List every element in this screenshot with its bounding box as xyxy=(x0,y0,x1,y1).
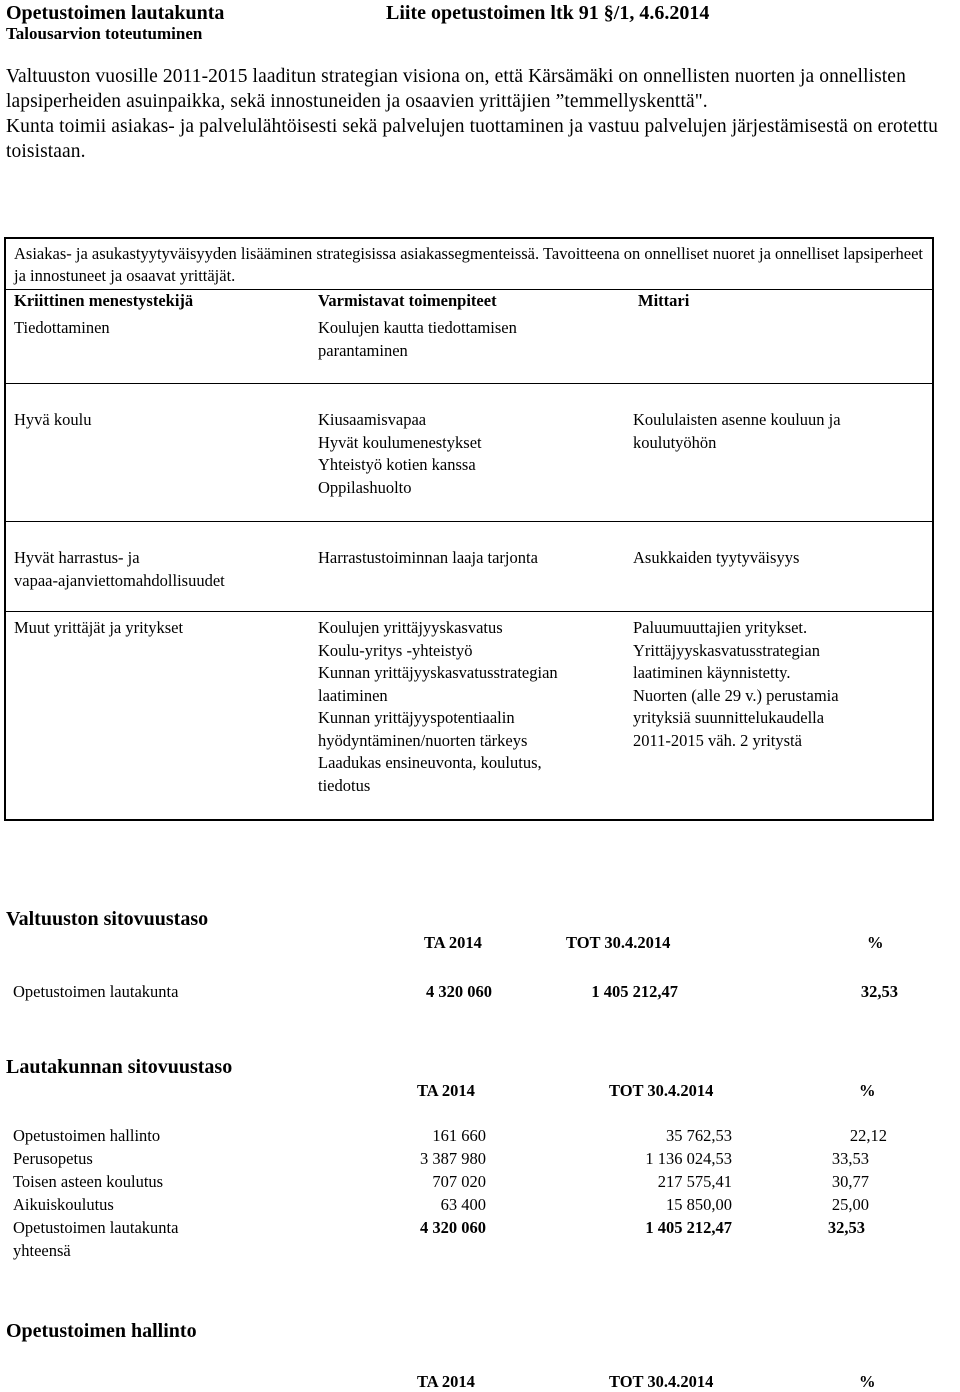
attachment-reference: Liite opetustoimen ltk 91 §/1, 4.6.2014 xyxy=(386,2,710,24)
column-header-tot: TOT 30.4.2014 xyxy=(609,1372,714,1391)
table-cell-tot: 35 762,53 xyxy=(666,1126,732,1145)
action-line: Koulujen kautta tiedottamisen xyxy=(318,318,517,337)
metric-line: koulutyöhön xyxy=(633,432,717,452)
action-line: Harrastustoiminnan laaja tarjonta xyxy=(318,548,538,567)
metric-line: Koululaisten asenne kouluun ja xyxy=(633,410,841,429)
row-harrastus-actions xyxy=(318,547,618,570)
table-cell-ta: 707 020 xyxy=(432,1172,486,1191)
metric-line: 2011-2015 väh. 2 yritystä xyxy=(633,730,802,750)
action-line: Yhteistyö kotien kanssa xyxy=(318,455,476,474)
intro-paragraph-vision: Valtuuston vuosille 2011-2015 laaditun strategian visiona on, että Kärsämäki on onnellisten nuorten ja onnellisten lapsiperheiden asuinpaikka, sekä innostuneiden ja osaavien yrittäjien ”temmellyskenttä". xyxy=(6,66,906,112)
row-tiedottaminen-actions xyxy=(318,317,618,362)
metric-line: laatiminen käynnistetty. xyxy=(633,663,791,682)
column-header-metric: Mittari xyxy=(638,291,690,310)
action-line: Hyvät koulumenestykset xyxy=(318,432,482,452)
table-row-name: Aikuiskoulutus xyxy=(13,1195,114,1214)
column-header-factor: Kriittinen menestystekijä xyxy=(14,291,194,310)
table-cell-total-tot: 1 405 212,47 xyxy=(645,1218,732,1237)
column-header-ta: TA 2014 xyxy=(417,1081,475,1100)
table-row-total-name: Opetustoimen lautakunta xyxy=(13,1218,179,1237)
action-line: laatiminen xyxy=(318,685,388,705)
row-hyva-koulu-actions xyxy=(318,409,618,499)
table-cell-pct: 33,53 xyxy=(831,1149,869,1168)
table-cell-total-pct: 32,53 xyxy=(827,1218,865,1237)
action-line: Oppilashuolto xyxy=(318,477,412,497)
table-cell-tot: 15 850,00 xyxy=(666,1195,732,1214)
metric-line: Asukkaiden tyytyväisyys xyxy=(633,548,800,567)
table-cell-ta: 3 387 980 xyxy=(420,1149,486,1168)
table-row-name: Opetustoimen lautakunta xyxy=(13,982,179,1001)
factor-line: vapaa-ajanviettomahdollisuudet xyxy=(14,570,225,590)
table-cell-tot: 1 136 024,53 xyxy=(645,1149,732,1168)
column-header-tot: TOT 30.4.2014 xyxy=(609,1081,714,1100)
strategy-goal: Asiakas- ja asukastyytyväisyyden lisääminen strategisissa asiakassegmenteissä. Tavoitteena on onnelliset nuoret ja onnelliset lapsiperheet ja innostuneet ja osaavat yrittäjät. xyxy=(14,244,924,285)
section-title-valtuusto: Valtuuston sitovuustaso xyxy=(6,908,209,930)
row-harrastus-factor xyxy=(14,547,225,592)
action-line: hyödyntäminen/nuorten tärkeys xyxy=(318,730,528,750)
table-row-total-name: yhteensä xyxy=(13,1241,71,1260)
divider xyxy=(6,611,932,612)
table-cell-pct: 25,00 xyxy=(831,1195,869,1214)
section-title-lautakunta: Lautakunnan sitovuustaso xyxy=(6,1056,233,1078)
page-title: Opetustoimen lautakunta xyxy=(6,2,225,24)
divider xyxy=(6,521,932,522)
column-header-pct: % xyxy=(867,933,884,952)
action-line: Kunnan yrittäjyyskasvatusstrategian xyxy=(318,663,558,682)
intro-text xyxy=(6,64,956,164)
row-tiedottaminen-factor: Tiedottaminen xyxy=(14,318,110,337)
metric-line: Yrittäjyyskasvatusstrategian xyxy=(633,640,820,660)
table-cell-ta: 4 320 060 xyxy=(426,982,492,1001)
row-yrittajat-factor: Muut yrittäjät ja yritykset xyxy=(14,618,184,637)
table-cell-ta: 161 660 xyxy=(432,1126,486,1145)
table-cell-pct: 32,53 xyxy=(860,982,898,1001)
column-header-pct: % xyxy=(859,1081,876,1100)
metric-line: Paluumuuttajien yritykset. xyxy=(633,618,808,637)
column-header-tot: TOT 30.4.2014 xyxy=(566,933,671,952)
column-header-pct: % xyxy=(859,1372,876,1391)
row-yrittajat-metric xyxy=(633,617,923,752)
divider xyxy=(6,383,932,384)
action-line: Koulujen yrittäjyyskasvatus xyxy=(318,618,503,637)
action-line: parantaminen xyxy=(318,340,408,360)
action-line: Kunnan yrittäjyyspotentiaalin xyxy=(318,708,515,727)
row-yrittajat-actions xyxy=(318,617,618,797)
table-cell-total-ta: 4 320 060 xyxy=(420,1218,486,1237)
table-cell-pct: 30,77 xyxy=(831,1172,869,1191)
metric-line: Nuorten (alle 29 v.) perustamia xyxy=(633,685,839,705)
column-header-actions: Varmistavat toimenpiteet xyxy=(318,291,497,310)
divider xyxy=(6,289,932,290)
action-line: tiedotus xyxy=(318,775,371,795)
factor-line: Hyvät harrastus- ja xyxy=(14,548,140,567)
action-line: Koulu-yritys -yhteistyö xyxy=(318,640,473,660)
row-harrastus-metric xyxy=(633,547,923,570)
table-row-name: Perusopetus xyxy=(13,1149,93,1168)
intro-paragraph-service: Kunta toimii asiakas- ja palvelulähtöisesti sekä palvelujen tuottaminen ja vastuu palvelujen järjestämisestä on erotettu toisistaan. xyxy=(6,116,939,162)
table-cell-pct: 22,12 xyxy=(849,1126,887,1145)
row-hyva-koulu-factor: Hyvä koulu xyxy=(14,410,92,429)
section-title-hallinto: Opetustoimen hallinto xyxy=(6,1320,197,1342)
metric-line: yrityksiä suunnittelukaudella xyxy=(633,708,825,727)
row-hyva-koulu-metric xyxy=(633,409,923,454)
action-line: Laadukas ensineuvonta, koulutus, xyxy=(318,753,542,772)
action-line: Kiusaamisvapaa xyxy=(318,410,427,429)
table-row-name: Toisen asteen koulutus xyxy=(13,1172,164,1191)
table-row-name: Opetustoimen hallinto xyxy=(13,1126,161,1145)
column-header-ta: TA 2014 xyxy=(424,933,482,952)
table-cell-tot: 217 575,41 xyxy=(657,1172,732,1191)
strategy-table xyxy=(4,237,934,821)
column-header-ta: TA 2014 xyxy=(417,1372,475,1391)
table-cell-ta: 63 400 xyxy=(440,1195,486,1214)
page-subtitle: Talousarvion toteutuminen xyxy=(6,24,203,43)
table-cell-tot: 1 405 212,47 xyxy=(591,982,678,1001)
